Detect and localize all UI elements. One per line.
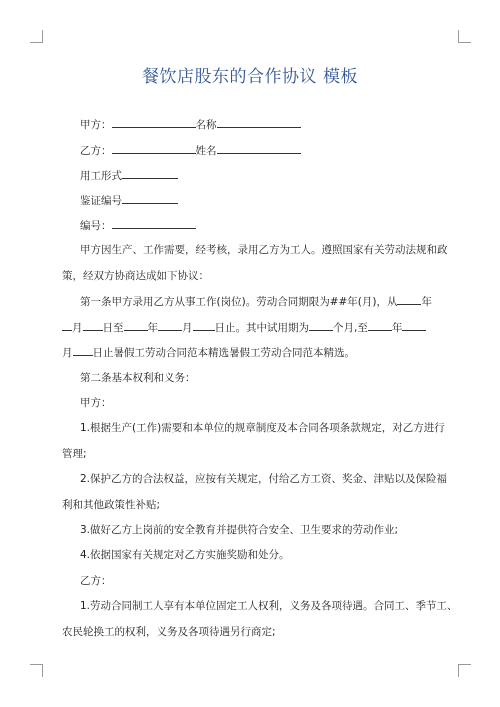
- party-a-item-1-line-2: 管理;: [62, 448, 87, 460]
- certification-no-line: [80, 192, 178, 208]
- document-title: 餐饮店股东的合作协议 模板: [142, 67, 358, 87]
- article-1-text-a: 第一条甲方录用乙方从事工作(岗位)。劳动合同期限为##年(月)，从: [80, 296, 398, 308]
- certification-no-blank[interactable]: [122, 192, 178, 204]
- party-a-item-1-line-1: 1.根据生产(工作)需要和本单位的规章制度及本合同各项条款规定，对乙方进行: [80, 422, 445, 434]
- party-a-item-3: 3.做好乙方上岗前的安全教育并提供符合安全、卫生要求的劳动作业;: [80, 524, 399, 536]
- end-year-blank[interactable]: [124, 319, 148, 331]
- party-b-line: [80, 142, 301, 158]
- probation-day-blank[interactable]: [73, 344, 93, 356]
- serial-no-label: 编号：: [80, 220, 112, 232]
- intro-line-1: 甲方因生产、工作需要，经考核，录用乙方为工人。遵照国家有关劳动法规和政: [80, 244, 448, 256]
- serial-no-blank[interactable]: [112, 217, 196, 229]
- party-a-label: 甲方：: [80, 119, 112, 131]
- article-1-line-1: [80, 293, 432, 309]
- year-label: 年: [391, 322, 403, 334]
- party-b-blank[interactable]: [112, 142, 196, 154]
- end-month-blank[interactable]: [158, 319, 182, 331]
- certification-no-label: 鉴证编号: [80, 195, 122, 207]
- employment-form-label: 用工形式: [80, 170, 122, 182]
- party-b-item-1-line-1: 1.劳动合同制工人享有本单位固定工人权利，义务及各项待遇。合同工、季节工、: [80, 600, 458, 612]
- month-label: 月: [62, 347, 73, 359]
- article-2-heading: 第二条基本权利和义务：: [80, 372, 196, 384]
- probation-months-blank[interactable]: [309, 319, 333, 331]
- party-b-item-1-line-2: 农民轮换工的权利，义务及各项待遇另行商定;: [62, 626, 276, 638]
- intro-line-2: 策，经双方协商达成如下协议：: [62, 270, 209, 282]
- article-1-line-3: [62, 344, 355, 360]
- party-a-item-2-line-2: 利和其他政策性补贴;: [62, 499, 161, 511]
- start-year-blank[interactable]: [397, 293, 421, 305]
- crop-mark-top-left: [30, 30, 43, 43]
- crop-mark-top-right: [458, 30, 471, 43]
- party-a-item-4: 4.依据国家有关规定对乙方实施奖励和处分。: [80, 549, 290, 561]
- month-label: 月: [72, 322, 83, 334]
- crop-mark-bottom-right: [458, 664, 471, 677]
- crop-mark-bottom-left: [30, 664, 43, 677]
- day-to-label: 日至: [102, 322, 124, 334]
- start-day-blank[interactable]: [83, 319, 103, 331]
- party-b-heading: 乙方：: [80, 575, 112, 587]
- company-name-label: 名称: [195, 119, 217, 131]
- probation-month-blank[interactable]: [402, 319, 426, 331]
- party-a-line: [80, 116, 301, 132]
- serial-no-line: [80, 217, 196, 233]
- party-a-item-2-line-1: 2.保护乙方的合法权益，应按有关规定，付给乙方工资、奖金、津贴以及保险福: [80, 473, 448, 485]
- article-1-line-2: [62, 319, 426, 335]
- month-label: 月: [182, 322, 193, 334]
- person-name-blank[interactable]: [217, 142, 301, 154]
- end-day-blank[interactable]: [193, 319, 215, 331]
- company-name-blank[interactable]: [217, 116, 301, 128]
- probation-year-blank[interactable]: [368, 319, 392, 331]
- year-label: 年: [147, 322, 158, 334]
- months-to-label: 个月,至: [333, 322, 368, 334]
- day-end-label: 日止。其中试用期为: [214, 322, 309, 334]
- party-a-heading: 甲方：: [80, 397, 112, 409]
- start-month-blank[interactable]: [62, 319, 72, 331]
- employment-form-line: [80, 167, 178, 183]
- year-label: 年: [421, 296, 432, 308]
- employment-form-blank[interactable]: [122, 167, 178, 179]
- person-name-label: 姓名: [195, 145, 217, 157]
- article-1-text-b: 日止暑假工劳动合同范本精选暑假工劳动合同范本精选。: [92, 347, 355, 359]
- party-b-label: 乙方：: [80, 145, 112, 157]
- party-a-blank[interactable]: [112, 116, 196, 128]
